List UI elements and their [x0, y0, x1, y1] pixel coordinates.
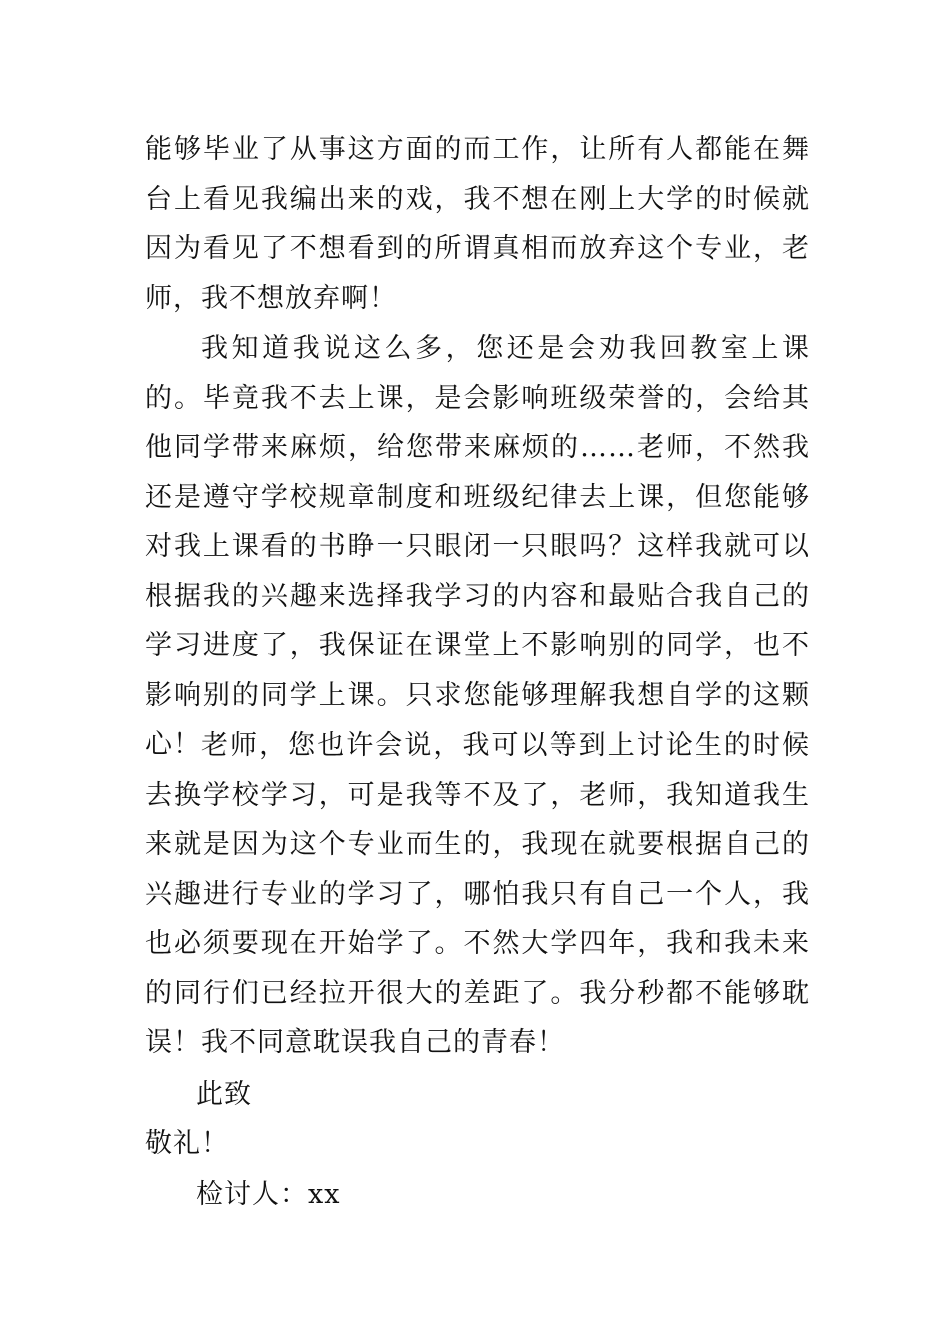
paragraph-continuation: 能够毕业了从事这方面的而工作，让所有人都能在舞台上看见我编出来的戏，我不想在刚上大学的时候就因为看见了不想看到的所谓真相而放弃这个专业，老师，我不想放弃啊！ [145, 134, 810, 314]
paragraph-class-attendance: 我知道我说这么多，您还是会劝我回教室上课的。毕竟我不去上课，是会影响班级荣誉的，会给其他同学带来麻烦，给您带来麻烦的……老师，不然我还是遵守学校规章制度和班级纪律去上课，但您能够对我上课看的书睁一只眼闭一只眼吗？这样我就可以根据我的兴趣来选择我学习的内容和最贴合我自己的学习进度了，我保证在课堂上不影响别的同学，也不影响别的同学上课。只求您能够理解我想自学的这颗心！ [145, 333, 810, 760]
letter-signature: 检讨人：xx [196, 1179, 341, 1210]
letter-salutation: 敬礼！ [145, 1128, 229, 1159]
paragraph-transfer: 老师，您也许会说，我可以等到上讨论生的时候去换学校学习，可是我等不及了，老师，我知道我生来就是因为这个专业而生的，我现在就要根据自己的兴趣进行专业的学习了，哪怕我只有自己一个人，我也必须要现在开始学了。不然大学四年，我和我未来的同行们已经拉开很大的差距了。我分秒都不能够耽误！我不同意耽误我自己的青春！ [145, 730, 810, 1058]
letter-closing: 此致 [196, 1079, 252, 1110]
